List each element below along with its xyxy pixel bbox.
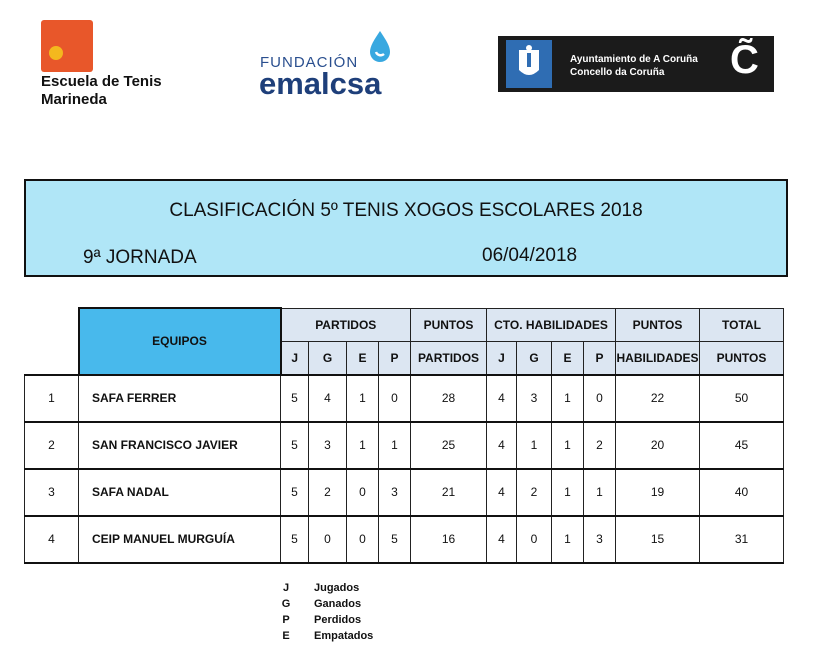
table-row [25,516,784,563]
standings-table [24,307,784,564]
partidos-g-cell: 3 [309,422,347,469]
partidos-g-cell: 0 [309,516,347,563]
hab-col-j: J [487,341,517,375]
habilidades-j-cell: 4 [487,422,517,469]
fundacion-label: FUNDACIÓN [260,54,359,71]
puntos-partidos-cell: 21 [411,469,487,516]
puntos-partidos-cell: 28 [411,375,487,422]
water-drop-icon [368,30,392,64]
total-cell: 31 [700,516,784,563]
equipos-header: EQUIPOS [79,308,281,375]
coat-of-arms-icon [506,40,552,88]
total-header: TOTAL [700,308,784,341]
partidos-e-cell: 1 [347,422,379,469]
sub-col-p: P [379,341,411,375]
escuela-logo-icon [41,20,93,72]
habilidades-p-cell: 3 [584,516,616,563]
position-cell: 4 [25,516,79,563]
puntos-habilidades-cell: 15 [616,516,700,563]
puntos-habilidades-cell: 19 [616,469,700,516]
puntos-habilidades-subheader: HABILIDADES [616,341,700,375]
date-label: 06/04/2018 [482,245,578,266]
hab-col-e: E [552,341,584,375]
puntos-habilidades-cell: 22 [616,375,700,422]
partidos-e-cell: 0 [347,469,379,516]
legend-item: G Ganados [281,598,362,610]
sub-col-j: J [281,341,309,375]
partidos-p-cell: 0 [379,375,411,422]
partidos-p-cell: 1 [379,422,411,469]
partidos-j-cell: 5 [281,469,309,516]
hab-col-g: G [517,341,552,375]
position-cell: 2 [25,422,79,469]
habilidades-g-cell: 2 [517,469,552,516]
puntos-habilidades-header: PUNTOS [616,308,700,341]
habilidades-g-cell: 3 [517,375,552,422]
puntos-partidos-cell: 16 [411,516,487,563]
table-row [25,375,784,422]
habilidades-e-cell: 1 [552,422,584,469]
habilidades-p-cell: 0 [584,375,616,422]
team-name-cell: SAN FRANCISCO JAVIER [79,422,281,469]
jornada-label: 9ª JORNADA [83,247,197,268]
habilidades-e-cell: 1 [552,375,584,422]
team-name-cell: SAFA NADAL [79,469,281,516]
ayuntamiento-logo [498,36,774,92]
legend-item: E Empatados [282,630,374,642]
habilidades-g-cell: 1 [517,422,552,469]
habilidades-p-cell: 1 [584,469,616,516]
habilidades-g-cell: 0 [517,516,552,563]
sub-col-e: E [347,341,379,375]
partidos-g-cell: 2 [309,469,347,516]
ayuntamiento-line1: Ayuntamiento de A Coruña [570,54,698,65]
escuela-logo-text: Escuela de Tenis Marineda [41,73,162,108]
tennis-ball-icon [49,46,63,60]
legend-item: J Jugados [282,582,360,594]
habilidades-header: CTO. HABILIDADES [487,308,616,341]
table-header-row [25,308,784,341]
partidos-e-cell: 1 [347,375,379,422]
habilidades-j-cell: 4 [487,469,517,516]
partidos-e-cell: 0 [347,516,379,563]
puntos-habilidades-cell: 20 [616,422,700,469]
total-subheader: PUNTOS [700,341,784,375]
hab-col-p: P [584,341,616,375]
partidos-p-cell: 3 [379,469,411,516]
title-box [24,179,788,277]
partidos-g-cell: 4 [309,375,347,422]
partidos-j-cell: 5 [281,422,309,469]
total-cell: 40 [700,469,784,516]
table-row [25,469,784,516]
puntos-partidos-header: PUNTOS [411,308,487,341]
partidos-p-cell: 5 [379,516,411,563]
total-cell: 50 [700,375,784,422]
table-row [25,422,784,469]
habilidades-e-cell: 1 [552,516,584,563]
sub-col-g: G [309,341,347,375]
puntos-partidos-subheader: PARTIDOS [411,341,487,375]
total-cell: 45 [700,422,784,469]
legend [258,580,373,644]
puntos-partidos-cell: 25 [411,422,487,469]
team-name-cell: CEIP MANUEL MURGUÍA [79,516,281,563]
position-cell: 3 [25,469,79,516]
habilidades-j-cell: 4 [487,516,517,563]
position-cell: 1 [25,375,79,422]
ayuntamiento-line2: Concello da Coruña [570,67,665,78]
legend-item: P Perdidos [282,614,362,626]
page-title: CLASIFICACIÓN 5º TENIS XOGOS ESCOLARES 2018 [169,200,643,221]
habilidades-j-cell: 4 [487,375,517,422]
habilidades-p-cell: 2 [584,422,616,469]
partidos-j-cell: 5 [281,516,309,563]
emalcsa-logo-text: emalcsa [259,66,382,101]
partidos-header: PARTIDOS [281,308,411,341]
team-name-cell: SAFA FERRER [79,375,281,422]
coruna-c-icon: C̃ [730,38,759,82]
partidos-j-cell: 5 [281,375,309,422]
habilidades-e-cell: 1 [552,469,584,516]
